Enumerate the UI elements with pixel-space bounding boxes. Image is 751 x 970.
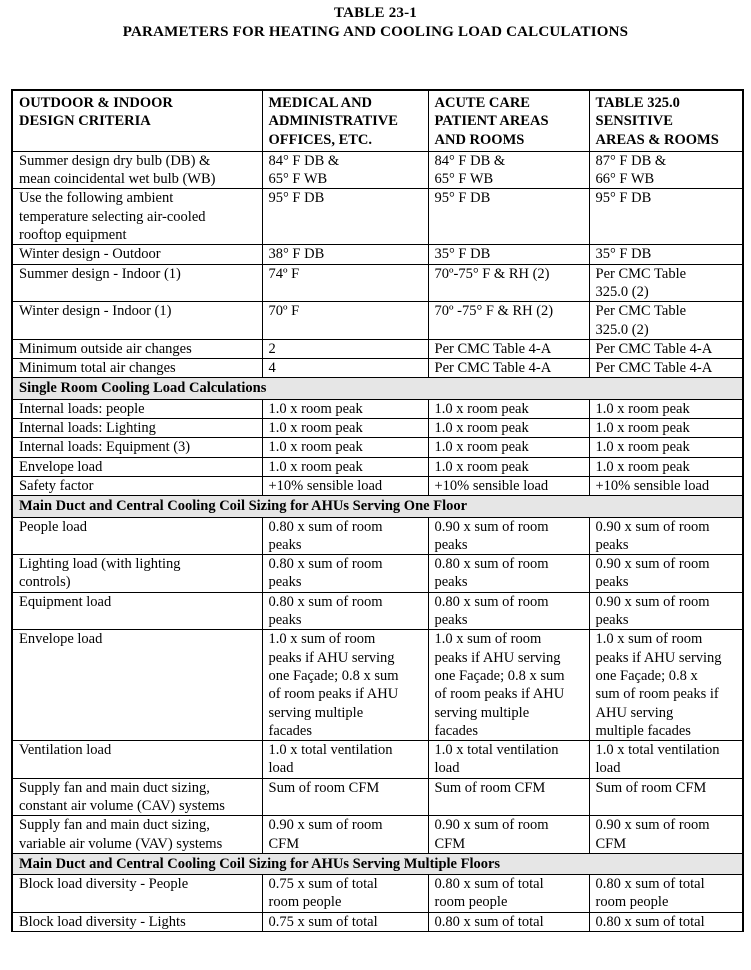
cell-text-line: 70º-75° F & RH (2): [434, 265, 550, 282]
parameters-table: [11, 89, 744, 932]
table-cell: [12, 875, 262, 913]
table-cell: [589, 245, 743, 264]
cell-text-line: Block load diversity - Lights: [19, 913, 186, 930]
table-cell: [428, 339, 589, 358]
cell-text-line: peaks: [268, 612, 302, 629]
cell-text-line: Per CMC Table 4-A: [595, 340, 713, 357]
table-cell: [12, 912, 262, 931]
table-cell: [428, 457, 589, 476]
cell-text-line: 1.0 x room peak: [268, 439, 363, 456]
cell-text-line: 35° F DB: [434, 246, 491, 263]
table-cell: [12, 457, 262, 476]
table-cell: [262, 778, 428, 816]
section-title: Main Duct and Central Cooling Coil Sizing for AHUs Serving One Floor: [12, 496, 743, 517]
cell-text-line: 1.0 x total ventilation: [434, 742, 559, 759]
table-cell: [428, 151, 589, 189]
table-cell: [12, 555, 262, 593]
cell-text-line: 65° F WB: [268, 171, 328, 188]
cell-text-line: MEDICAL AND: [268, 95, 373, 111]
cell-text-line: 0.80 x sum of room: [268, 593, 383, 610]
cell-text-line: 1.0 x room peak: [434, 420, 529, 437]
table-cell: [428, 476, 589, 495]
table-row: [12, 476, 743, 495]
cell-text-line: peaks if AHU serving: [434, 649, 561, 666]
cell-text-line: 1.0 x room peak: [268, 400, 363, 417]
cell-text-line: 0.80 x sum of total: [595, 876, 705, 893]
cell-text-line: load: [595, 760, 621, 777]
table-cell: [589, 189, 743, 245]
table-row: [12, 592, 743, 630]
cell-text-line: 1.0 x sum of room: [268, 631, 376, 648]
cell-text-line: Use the following ambient: [19, 190, 174, 207]
cell-text-line: 0.80 x sum of room: [434, 593, 549, 610]
table-row: [12, 302, 743, 340]
table-row: [12, 555, 743, 593]
header-design-criteria: [12, 90, 262, 151]
cell-text-line: peaks: [595, 536, 629, 553]
cell-text-line: CFM: [595, 835, 627, 852]
cell-text-line: ACUTE CARE: [434, 95, 530, 111]
cell-text-line: ADMINISTRATIVE: [268, 113, 398, 130]
table-cell: [262, 816, 428, 854]
table-cell: [589, 438, 743, 457]
cell-text-line: 0.90 x sum of room: [434, 817, 549, 834]
section-header-row: [12, 378, 743, 399]
cell-text-line: 66° F WB: [595, 171, 655, 188]
table-cell: [262, 339, 428, 358]
cell-text-line: of room peaks if AHU: [434, 686, 565, 703]
cell-text-line: peaks: [268, 574, 302, 591]
header-row: [12, 90, 743, 151]
cell-text-line: Block load diversity - People: [19, 876, 189, 893]
header-sensitive-areas: [589, 90, 743, 151]
table-cell: [589, 264, 743, 302]
cell-text-line: Winter design - Indoor (1): [19, 303, 172, 320]
table-row: [12, 741, 743, 779]
cell-text-line: Envelope load: [19, 631, 103, 648]
cell-text-line: Internal loads: Equipment (3): [19, 439, 191, 456]
table-cell: [262, 555, 428, 593]
table-title: PARAMETERS FOR HEATING AND COOLING LOAD CALCULATIONS: [122, 24, 629, 40]
table-cell: [428, 912, 589, 931]
header-acute-care: [428, 90, 589, 151]
cell-text-line: Sum of room CFM: [595, 779, 707, 796]
cell-text-line: 74º F: [268, 265, 300, 282]
table-cell: [12, 302, 262, 340]
cell-text-line: Per CMC Table 4-A: [434, 340, 552, 357]
cell-text-line: load: [434, 760, 460, 777]
cell-text-line: serving multiple: [434, 704, 530, 721]
table-cell: [12, 419, 262, 438]
table-cell: [589, 630, 743, 741]
cell-text-line: 4: [268, 360, 276, 377]
table-cell: [428, 302, 589, 340]
cell-text-line: 0.90 x sum of room: [595, 817, 710, 834]
cell-text-line: 1.0 x room peak: [595, 439, 690, 456]
cell-text-line: one Façade; 0.8 x: [595, 667, 698, 684]
cell-text-line: 84° F DB &: [434, 152, 506, 169]
cell-text-line: AHU serving: [595, 704, 674, 721]
cell-text-line: 0.80 x sum of room: [268, 556, 383, 573]
cell-text-line: 0.90 x sum of room: [595, 556, 710, 573]
cell-text-line: sum of room peaks if: [595, 686, 719, 703]
cell-text-line: room people: [268, 894, 342, 911]
table-cell: [428, 741, 589, 779]
cell-text-line: Internal loads: Lighting: [19, 420, 156, 437]
table-cell: [428, 875, 589, 913]
cell-text-line: +10% sensible load: [268, 477, 383, 494]
table-cell: [12, 339, 262, 358]
cell-text-line: 1.0 x room peak: [434, 458, 529, 475]
table-cell: [589, 875, 743, 913]
cell-text-line: variable air volume (VAV) systems: [19, 835, 223, 852]
table-row: [12, 264, 743, 302]
table-cell: [262, 438, 428, 457]
table-row: [12, 189, 743, 245]
cell-text-line: CFM: [434, 835, 466, 852]
table-cell: [428, 264, 589, 302]
cell-text-line: peaks if AHU serving: [268, 649, 395, 666]
cell-text-line: 0.90 x sum of room: [268, 817, 383, 834]
cell-text-line: DESIGN CRITERIA: [19, 113, 151, 130]
table-row: [12, 399, 743, 418]
cell-text-line: 38° F DB: [268, 246, 325, 263]
cell-text-line: People load: [19, 518, 88, 535]
table-row: [12, 517, 743, 555]
table-cell: [12, 189, 262, 245]
table-cell: [428, 630, 589, 741]
cell-text-line: 1.0 x total ventilation: [595, 742, 720, 759]
cell-text-line: Safety factor: [19, 477, 94, 494]
cell-text-line: SENSITIVE: [595, 113, 673, 130]
cell-text-line: 2: [268, 340, 276, 357]
cell-text-line: 0.90 x sum of room: [595, 518, 710, 535]
table-cell: [428, 189, 589, 245]
cell-text-line: one Façade; 0.8 x sum: [434, 667, 565, 684]
cell-text-line: multiple facades: [595, 722, 691, 739]
table-cell: [589, 912, 743, 931]
cell-text-line: 0.80 x sum of total: [595, 913, 705, 930]
cell-text-line: Per CMC Table 4-A: [434, 360, 552, 377]
cell-text-line: Summer design - Indoor (1): [19, 265, 181, 282]
table-cell: [589, 339, 743, 358]
table-cell: [12, 517, 262, 555]
table-row: [12, 245, 743, 264]
cell-text-line: Per CMC Table 4-A: [595, 360, 713, 377]
cell-text-line: load: [268, 760, 294, 777]
cell-text-line: +10% sensible load: [434, 477, 549, 494]
table-cell: [12, 399, 262, 418]
table-row: [12, 630, 743, 741]
cell-text-line: Equipment load: [19, 593, 112, 610]
table-cell: [262, 245, 428, 264]
cell-text-line: Summer design dry bulb (DB) &: [19, 152, 211, 169]
table-title-block: [0, 4, 751, 42]
cell-text-line: PATIENT AREAS: [434, 113, 549, 130]
cell-text-line: rooftop equipment: [19, 227, 127, 244]
table-cell: [12, 438, 262, 457]
section-title: Single Room Cooling Load Calculations: [12, 378, 743, 399]
table-cell: [262, 359, 428, 378]
cell-text-line: peaks: [434, 612, 468, 629]
table-cell: [428, 555, 589, 593]
cell-text-line: CFM: [268, 835, 300, 852]
table-cell: [262, 302, 428, 340]
cell-text-line: 1.0 x room peak: [434, 439, 529, 456]
table-row: [12, 457, 743, 476]
table-cell: [12, 816, 262, 854]
cell-text-line: 1.0 x sum of room: [595, 631, 703, 648]
cell-text-line: 325.0 (2): [595, 321, 649, 338]
table-cell: [262, 517, 428, 555]
cell-text-line: 0.80 x sum of room: [434, 556, 549, 573]
table-cell: [12, 151, 262, 189]
table-cell: [428, 592, 589, 630]
cell-text-line: Per CMC Table: [595, 303, 687, 320]
cell-text-line: Envelope load: [19, 458, 103, 475]
table-cell: [262, 189, 428, 245]
section-title: Main Duct and Central Cooling Coil Sizing for AHUs Serving Multiple Floors: [12, 853, 743, 874]
table-cell: [589, 778, 743, 816]
cell-text-line: room people: [595, 894, 669, 911]
cell-text-line: 84° F DB &: [268, 152, 340, 169]
cell-text-line: room people: [434, 894, 508, 911]
table-row: [12, 912, 743, 931]
table-row: [12, 419, 743, 438]
cell-text-line: 0.75 x sum of total: [268, 913, 378, 930]
table-cell: [589, 302, 743, 340]
cell-text-line: Sum of room CFM: [268, 779, 380, 796]
cell-text-line: Minimum total air changes: [19, 360, 176, 377]
cell-text-line: Winter design - Outdoor: [19, 246, 161, 263]
cell-text-line: Per CMC Table: [595, 265, 687, 282]
cell-text-line: Ventilation load: [19, 742, 112, 759]
table-row: [12, 816, 743, 854]
cell-text-line: 70º F: [268, 303, 300, 320]
table-cell: [589, 457, 743, 476]
cell-text-line: 1.0 x room peak: [268, 420, 363, 437]
table-cell: [428, 438, 589, 457]
cell-text-line: serving multiple: [268, 704, 364, 721]
table-cell: [12, 245, 262, 264]
table-cell: [12, 359, 262, 378]
table-header: [12, 90, 743, 151]
cell-text-line: 65° F WB: [434, 171, 494, 188]
cell-text-line: 0.80 x sum of total: [434, 876, 544, 893]
table-cell: [262, 875, 428, 913]
cell-text-line: 0.90 x sum of room: [434, 518, 549, 535]
cell-text-line: facades: [268, 722, 312, 739]
table-cell: [589, 592, 743, 630]
table-body: [12, 151, 743, 931]
cell-text-line: controls): [19, 574, 71, 591]
cell-text-line: AREAS & ROOMS: [595, 131, 719, 148]
table-cell: [12, 778, 262, 816]
table-cell: [428, 399, 589, 418]
table-cell: [428, 778, 589, 816]
table-row: [12, 778, 743, 816]
cell-text-line: peaks: [595, 574, 629, 591]
table-cell: [12, 476, 262, 495]
table-cell: [428, 816, 589, 854]
table-row: [12, 438, 743, 457]
table-cell: [428, 517, 589, 555]
table-cell: [262, 912, 428, 931]
cell-text-line: one Façade; 0.8 x sum: [268, 667, 399, 684]
table-cell: [589, 399, 743, 418]
table-cell: [589, 476, 743, 495]
cell-text-line: 1.0 x room peak: [595, 400, 690, 417]
cell-text-line: Sum of room CFM: [434, 779, 546, 796]
table-cell: [262, 399, 428, 418]
table-cell: [262, 592, 428, 630]
table-cell: [589, 816, 743, 854]
table-cell: [262, 457, 428, 476]
section-header-row: [12, 853, 743, 874]
cell-text-line: 35° F DB: [595, 246, 652, 263]
table-cell: [589, 419, 743, 438]
cell-text-line: peaks: [268, 536, 302, 553]
cell-text-line: TABLE 325.0: [595, 95, 680, 111]
cell-text-line: Supply fan and main duct sizing,: [19, 817, 210, 834]
cell-text-line: facades: [434, 722, 478, 739]
table-cell: [589, 151, 743, 189]
cell-text-line: 0.80 x sum of room: [268, 518, 383, 535]
cell-text-line: Supply fan and main duct sizing,: [19, 779, 210, 796]
table-number: TABLE 23-1: [334, 5, 417, 21]
table-cell: [12, 592, 262, 630]
cell-text-line: 1.0 x sum of room: [434, 631, 542, 648]
table-cell: [589, 359, 743, 378]
table-cell: [589, 555, 743, 593]
table-row: [12, 875, 743, 913]
table-cell: [428, 419, 589, 438]
cell-text-line: peaks: [595, 612, 629, 629]
table-cell: [262, 630, 428, 741]
table-cell: [12, 741, 262, 779]
table-row: [12, 339, 743, 358]
table-cell: [428, 245, 589, 264]
table-cell: [12, 630, 262, 741]
table-row: [12, 359, 743, 378]
table-cell: [262, 151, 428, 189]
cell-text-line: +10% sensible load: [595, 477, 710, 494]
cell-text-line: 325.0 (2): [595, 283, 649, 300]
cell-text-line: peaks: [434, 574, 468, 591]
cell-text-line: 1.0 x room peak: [268, 458, 363, 475]
table-cell: [262, 264, 428, 302]
cell-text-line: 1.0 x total ventilation: [268, 742, 393, 759]
cell-text-line: 0.75 x sum of total: [268, 876, 378, 893]
cell-text-line: 0.80 x sum of total: [434, 913, 544, 930]
cell-text-line: 1.0 x room peak: [595, 420, 690, 437]
table-cell: [428, 359, 589, 378]
cell-text-line: Internal loads: people: [19, 400, 145, 417]
cell-text-line: 87° F DB &: [595, 152, 667, 169]
cell-text-line: Lighting load (with lighting: [19, 556, 181, 573]
cell-text-line: 1.0 x room peak: [434, 400, 529, 417]
header-medical-offices: [262, 90, 428, 151]
table-cell: [589, 517, 743, 555]
cell-text-line: temperature selecting air-cooled: [19, 208, 206, 225]
cell-text-line: 95° F DB: [434, 190, 491, 207]
table-row: [12, 151, 743, 189]
cell-text-line: 95° F DB: [595, 190, 652, 207]
cell-text-line: AND ROOMS: [434, 131, 525, 148]
table-cell: [262, 476, 428, 495]
cell-text-line: 0.90 x sum of room: [595, 593, 710, 610]
cell-text-line: constant air volume (CAV) systems: [19, 797, 225, 814]
cell-text-line: 70º -75° F & RH (2): [434, 303, 554, 320]
cell-text-line: OUTDOOR & INDOOR: [19, 95, 173, 111]
table-cell: [12, 264, 262, 302]
table-cell: [589, 741, 743, 779]
cell-text-line: 1.0 x room peak: [595, 458, 690, 475]
table-cell: [262, 419, 428, 438]
cell-text-line: mean coincidental wet bulb (WB): [19, 171, 216, 188]
cell-text-line: peaks: [434, 536, 468, 553]
section-header-row: [12, 496, 743, 517]
cell-text-line: OFFICES, ETC.: [268, 131, 373, 148]
cell-text-line: Minimum outside air changes: [19, 340, 192, 357]
cell-text-line: of room peaks if AHU: [268, 686, 399, 703]
cell-text-line: peaks if AHU serving: [595, 649, 722, 666]
table-cell: [262, 741, 428, 779]
cell-text-line: 95° F DB: [268, 190, 325, 207]
